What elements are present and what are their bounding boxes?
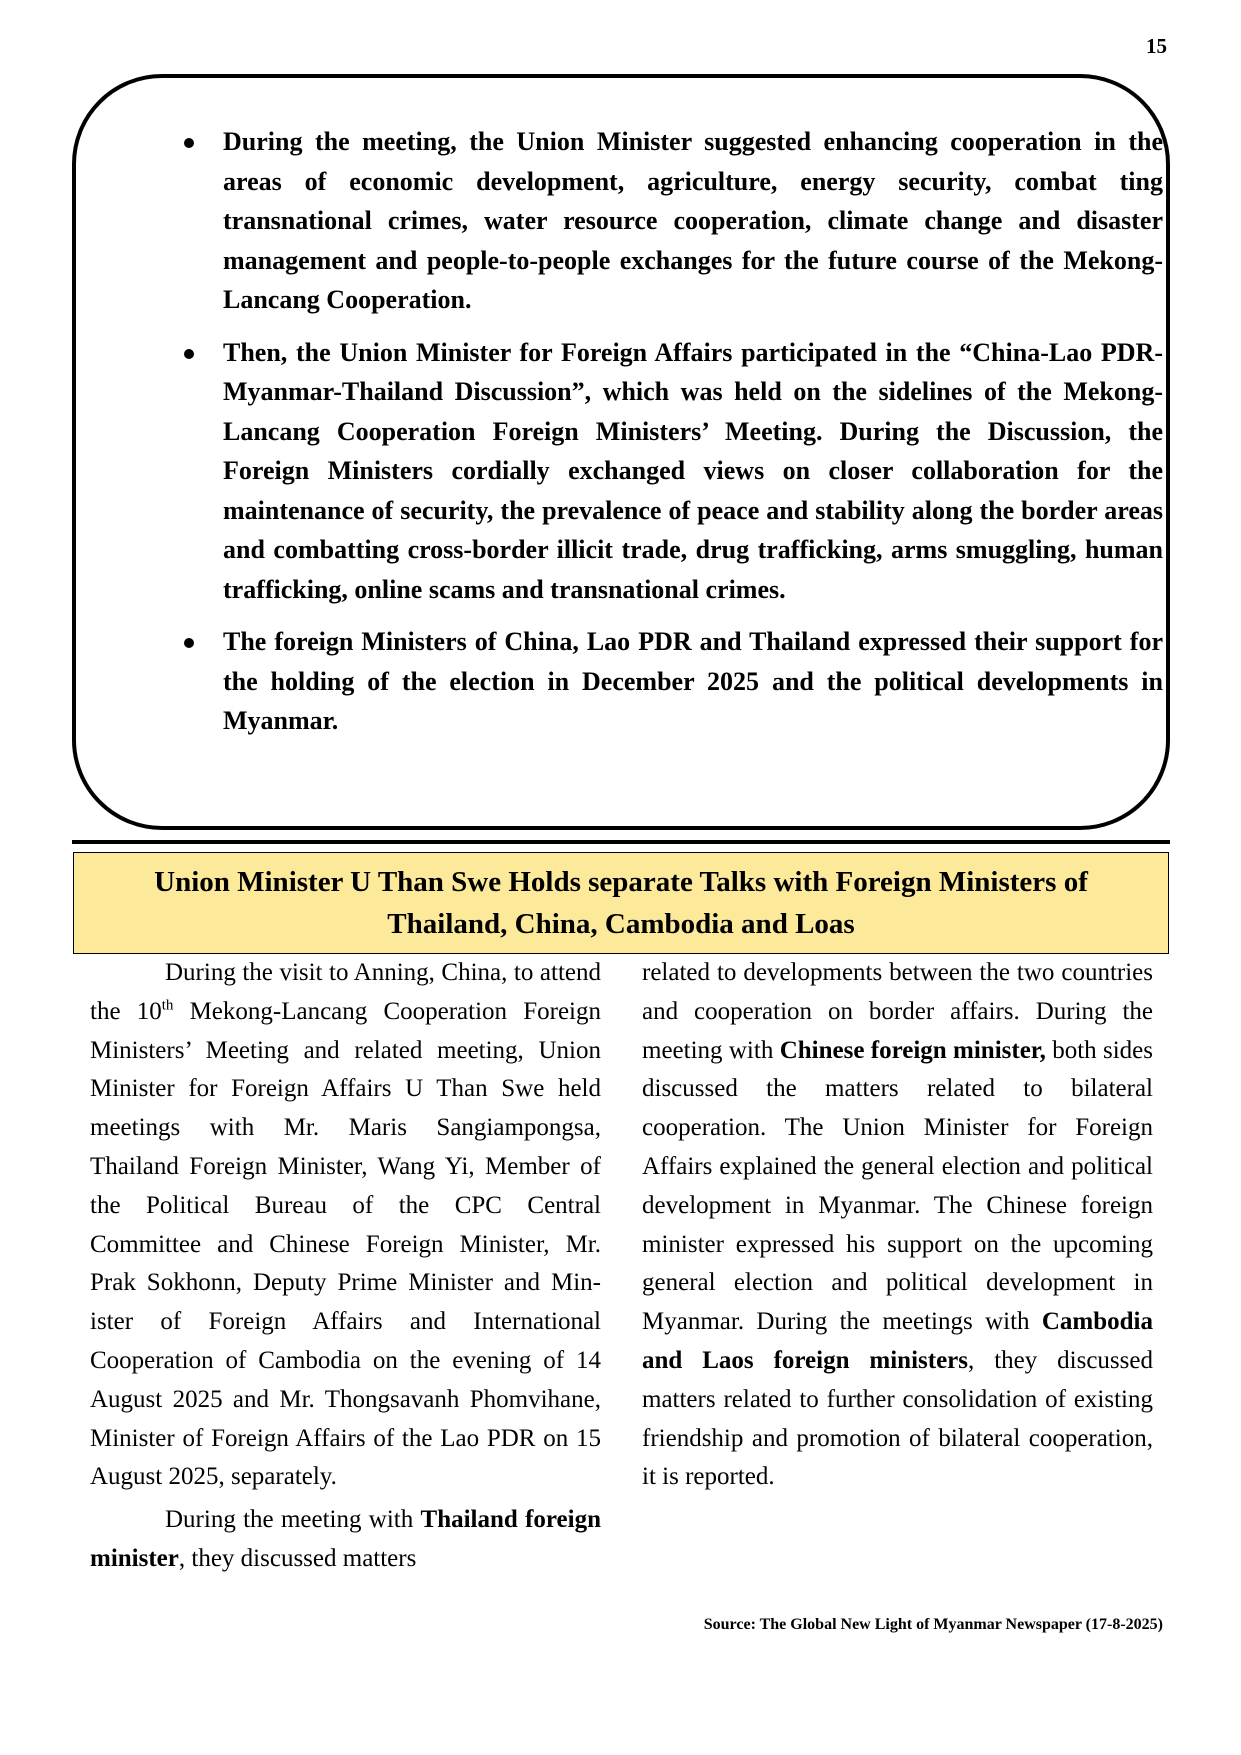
paragraph-text: both sides discussed the matters related to bilateral cooperation. The Union Minister for Foreign Affairs explained the general election and political development in Myanmar. The Chinese foreign minister expressed his support on the upcoming general election and political development in Myanmar. During the meetings with — [642, 1036, 1154, 1336]
bullet-icon — [184, 638, 194, 648]
article-paragraph — [90, 954, 601, 1497]
article-headline-box — [73, 852, 1169, 954]
bullet-icon — [184, 349, 194, 359]
bullet-text: The foreign Ministers of China, Lao PDR and Thailand expressed their support for the holding of the election in December 2025 and the political developments in Myanmar. — [223, 627, 1163, 735]
highlights-list — [151, 122, 1163, 754]
article-paragraph — [642, 954, 1153, 1497]
paragraph-text: , they discussed matters related to further consolidation of existing friendship and promotion of bilateral cooperation, it is reported. — [642, 1346, 1153, 1491]
list-item — [151, 622, 1163, 741]
emphasis-text: Chinese foreign minister, — [779, 1036, 1046, 1064]
list-item — [151, 333, 1163, 610]
article-column-left — [90, 954, 601, 1579]
paragraph-text: related to developments between the two countries and cooperation on border affairs. During the meeting with — [642, 959, 1153, 1064]
bullet-text: During the meeting, the Union Minister suggested enhancing cooperation in the areas of economic development, agriculture, energy security, combat ting transnational crimes, water resource cooperation, climate change and disaster management and people-to-people exchanges for the future course of the Mekong-Lancang Cooperation. — [223, 127, 1163, 314]
article-headline: Union Minister U Than Swe Holds separate Talks with Foreign Ministers of Thailand, China, Cambodia and Loas — [154, 866, 1088, 940]
article-column-right — [642, 954, 1153, 1497]
page-number: 15 — [1146, 34, 1167, 58]
paragraph-text: Mekong-Lancang Cooperation Foreign Ministers’ Meeting and related meeting, Union Minister for Foreign Affairs U Than Swe held meetings with Mr. Maris Sangiampongsa, Thailand Foreign Minister, Wang Yi, Member of the Political Bureau of the CPC Central Committee and Chinese Foreign Minister, Mr. Prak Sokhonn, Deputy Prime Minister and Minister of Foreign Affairs and International Cooperation of Cambodia on the evening of 14 August 2025 and Mr. Thongsavanh Phomvihane, Minister of Foreign Affairs of the Lao PDR on 15 August 2025, separately. — [90, 997, 601, 1491]
section-divider — [72, 840, 1170, 844]
bullet-icon — [184, 138, 194, 148]
emphasis-text: Cambodia and Laos foreign ministers — [642, 1308, 1153, 1374]
paragraph-text: During the meeting with — [165, 1506, 421, 1534]
list-item — [151, 122, 1163, 320]
highlights-box — [72, 74, 1170, 830]
source-citation: Source: The Global New Light of Myanmar Newspaper (17-8-2025) — [703, 1616, 1163, 1633]
paragraph-text: During the visit to Anning, China, to attend the 10 — [90, 959, 601, 1025]
paragraph-text: , they discussed matters — [178, 1544, 417, 1572]
article-paragraph — [90, 1501, 601, 1579]
bullet-text: Then, the Union Minister for Foreign Affairs participated in the “China-Lao PDR-Myanmar-Thailand Discussion”, which was held on the sidelines of the Mekong-Lancang Cooperation Foreign Ministers’ Meeting. During the Discussion, the Foreign Ministers cordially exchanged views on closer collaboration for the maintenance of security, the prevalence of peace and stability along the border areas and combatting cross-border illicit trade, drug trafficking, arms smuggling, human trafficking, online scams and transnational crimes. — [223, 337, 1163, 604]
emphasis-text: Thailand foreign minister — [90, 1506, 601, 1572]
ordinal-suffix: th — [161, 997, 174, 1014]
